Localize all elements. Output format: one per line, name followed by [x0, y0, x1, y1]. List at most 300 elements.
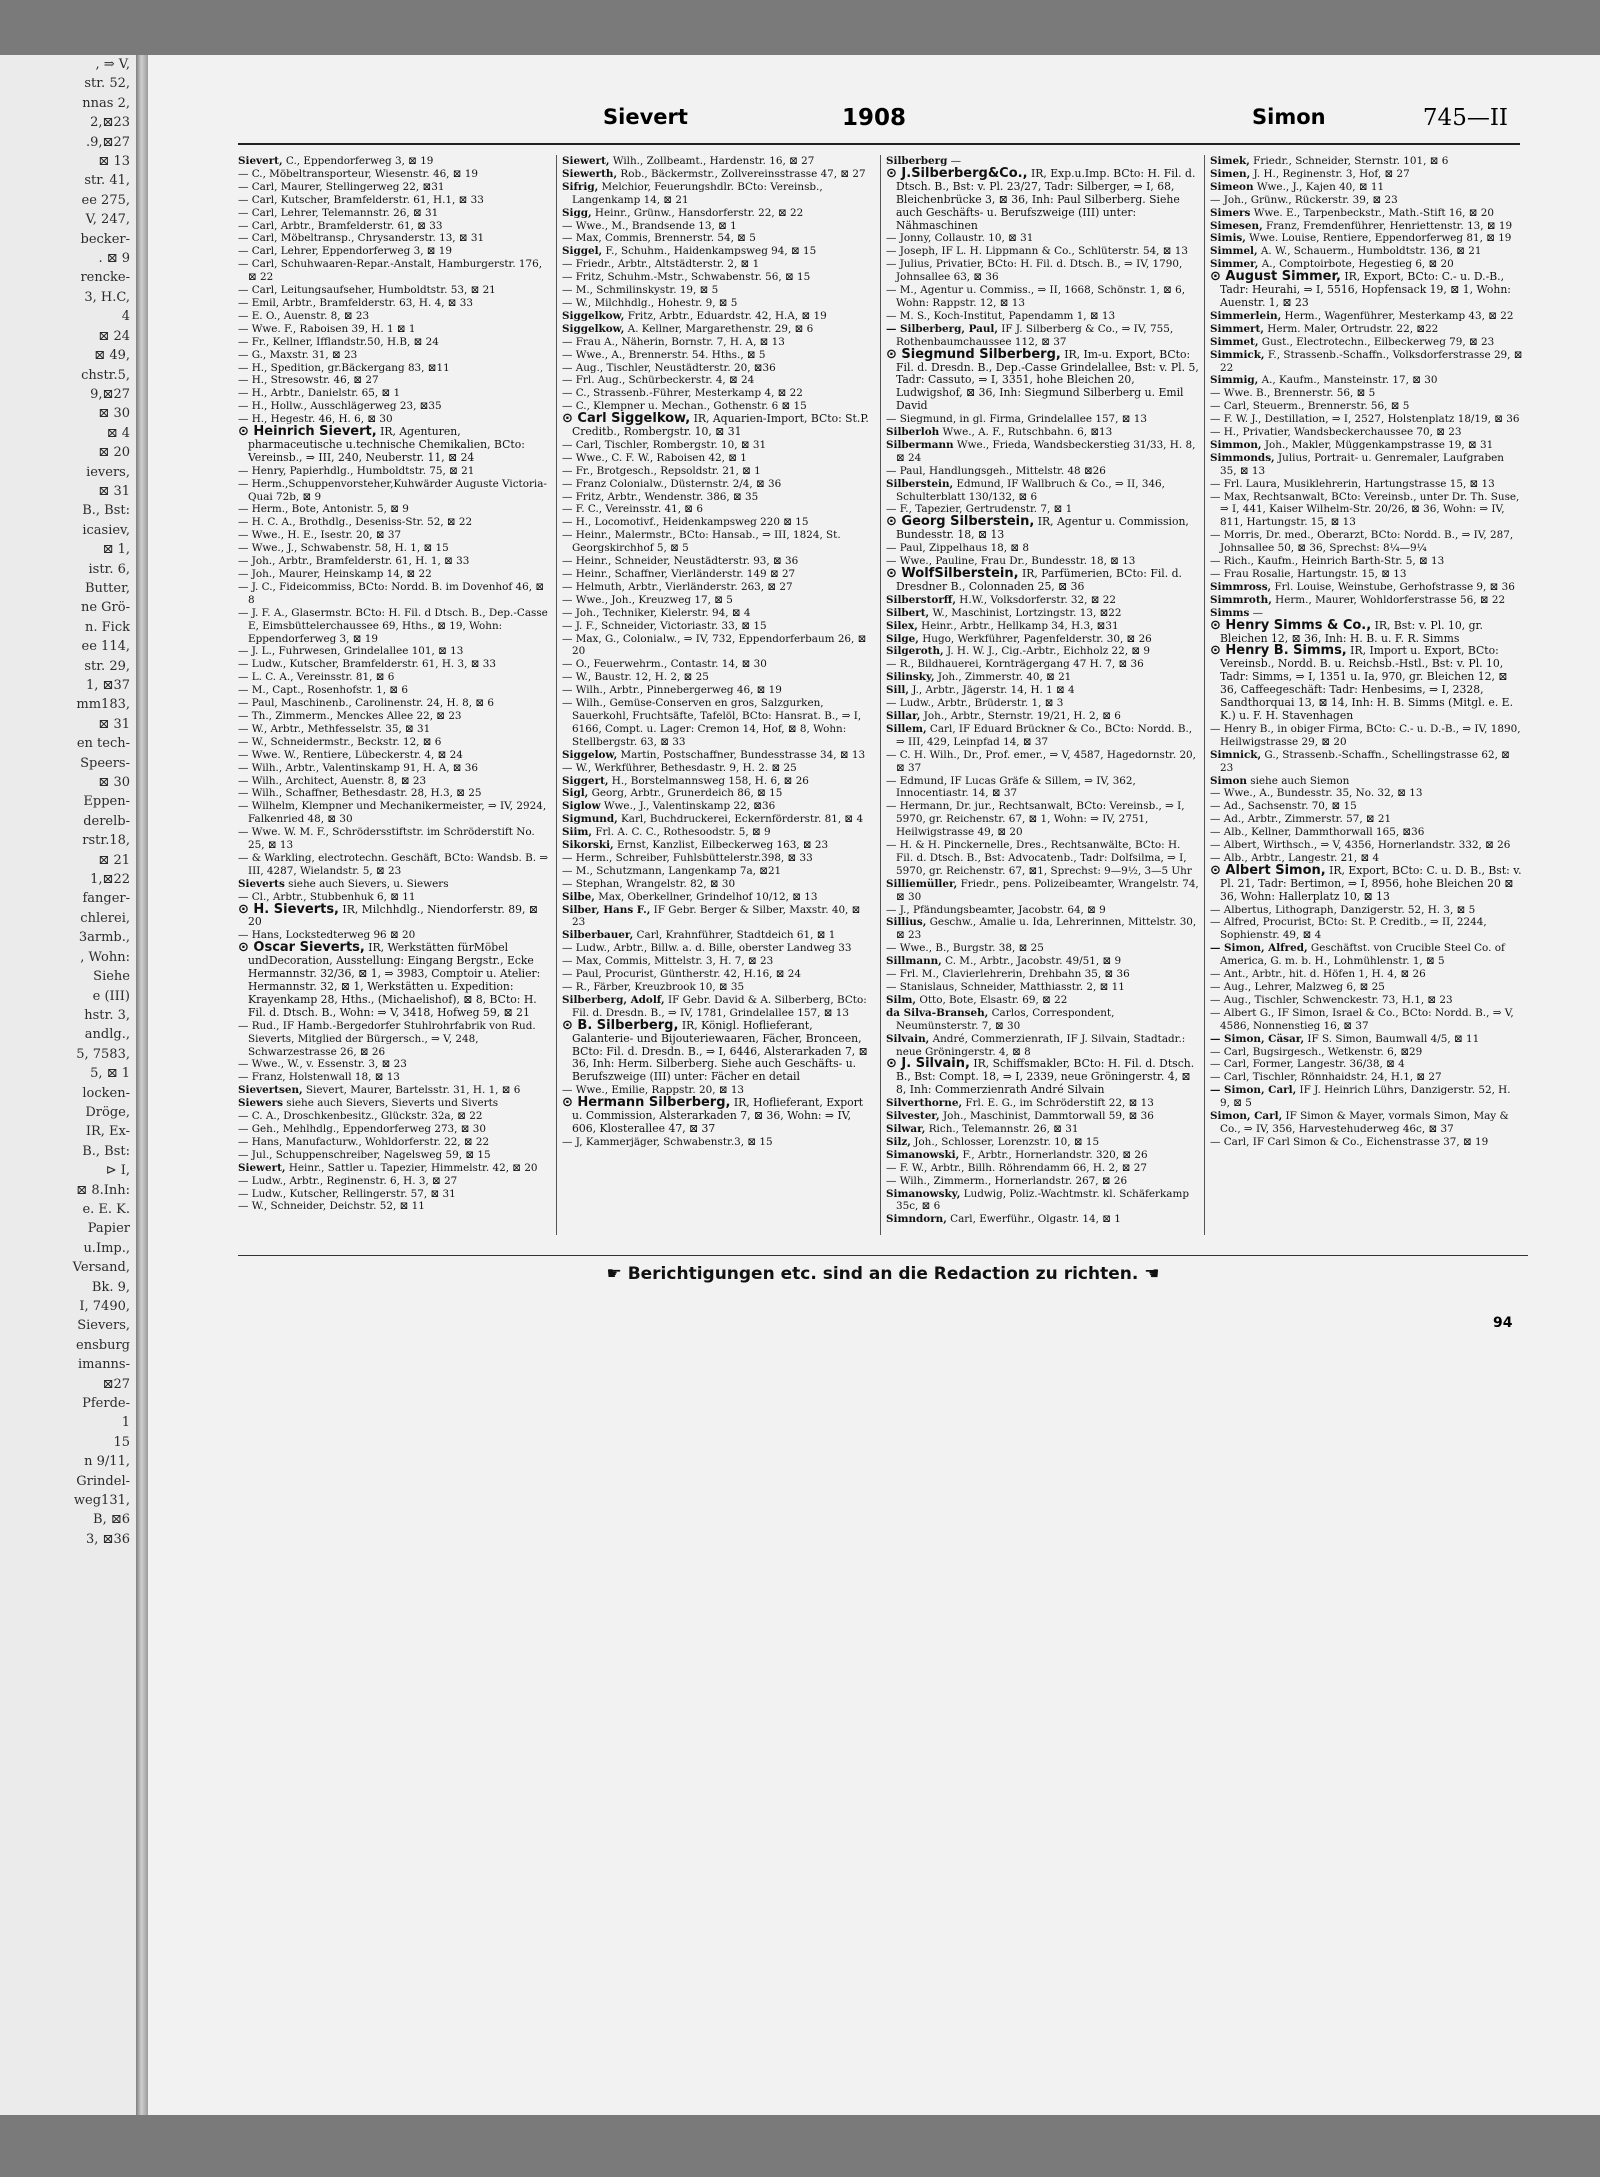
directory-entry	[886, 968, 1199, 981]
facing-page-line: ⊠ 24	[98, 328, 130, 344]
facing-page-line: rencke-	[80, 270, 130, 286]
directory-entry	[1210, 775, 1523, 788]
entry-surname: Siggelow,	[562, 748, 618, 761]
footer-text: Berichtigungen etc. sind an die Redaction zu richten.	[627, 1264, 1139, 1284]
entry-details: A., Comptoirbote, Hegestieg 6, ⊠ 20	[1258, 258, 1454, 271]
directory-entry	[238, 349, 551, 362]
entry-details: — H., Arbtr., Danielstr. 65, ⊠ 1	[238, 387, 401, 400]
entry-surname: Sillmann,	[886, 955, 942, 968]
directory-entry	[562, 594, 875, 607]
entry-surname: Sifrig,	[562, 180, 599, 193]
entry-details: IR, Parfümerien, BCto: Fil. d. Dresdner B., Colonnaden 25, ⊠ 36	[896, 567, 1182, 593]
columns	[238, 155, 1528, 1255]
directory-entry	[562, 374, 875, 387]
entry-details: — R., Färber, Kreuzbrook 10, ⊠ 35	[562, 981, 745, 993]
entry-surname: Silbe,	[562, 890, 595, 903]
entry-details: — M. S., Koch-Institut, Papendamm 1, ⊠ 13	[886, 309, 1116, 322]
entry-details: Melchior, Feuerungshdlr. BCto: Vereinsb., Langenkamp 14, ⊠ 21	[572, 180, 823, 206]
entry-details: IR, Bst: v. Pl. 10, gr. Bleichen 12, ⊠ 36, Inh: H. B. u. F. R. Simms	[1220, 618, 1483, 645]
entry-surname: Silbert,	[886, 606, 930, 619]
entry-surname: — Simon, Carl,	[1210, 1084, 1297, 1097]
entry-details: — J, Kammerjäger, Schwabenstr.3, ⊠ 15	[562, 1135, 773, 1148]
entry-details: F., Arbtr., Hornerlandstr. 320, ⊠ 26	[959, 1148, 1148, 1161]
entry-details: — Ludw., Kutscher, Bramfelderstr. 61, H. 3, ⊠ 33	[238, 658, 496, 671]
pointing-hand-icon: ☛	[606, 1264, 622, 1284]
directory-entry	[1210, 155, 1523, 168]
directory-entry	[238, 684, 551, 697]
entry-details: Herm. Maler, Ortrudstr. 22, ⊠22	[1263, 322, 1439, 335]
directory-entry	[238, 800, 551, 826]
directory-entry	[562, 762, 875, 775]
facing-page-line: Pferde-	[82, 1396, 130, 1412]
directory-entry	[238, 323, 551, 336]
directory-entry	[886, 1175, 1199, 1188]
entry-surname: Simmerlein,	[1210, 309, 1282, 322]
entry-details: Geschw., Amalie u. Ida, Lehrerinnen, Mittelstr. 30, ⊠ 23	[896, 916, 1197, 942]
directory-entry	[238, 284, 551, 297]
directory-entry	[238, 1136, 551, 1149]
directory-entry	[562, 258, 875, 271]
directory-entry	[562, 555, 875, 568]
directory-entry	[1210, 478, 1523, 491]
entry-details: — J. F. A., Glasermstr. BCto: H. Fil. d Dtsch. B., Dep.-Casse E, Eimsbüttelerchaussee 69, Hths., ⊠ 19, Wohn: Eppendorferweg 3, ⊠ 19	[238, 606, 548, 645]
entry-details: — W., Arbtr., Methfesselstr. 35, ⊠ 31	[238, 722, 431, 735]
entry-details: Fritz, Arbtr., Eduardstr. 42, H.A, ⊠ 19	[624, 309, 827, 322]
entry-surname: Simanowski,	[886, 1148, 960, 1161]
directory-entry	[562, 516, 875, 529]
entry-surname: Siim,	[562, 826, 593, 839]
directory-entry	[1210, 413, 1523, 426]
directory-entry	[238, 671, 551, 684]
entry-details: — Edmund, IF Lucas Gräfe & Sillem, ⇒ IV, 362, Innocentiastr. 14, ⊠ 37	[886, 774, 1136, 800]
directory-entry	[562, 362, 875, 375]
column-1	[238, 155, 551, 1235]
entry-details: Hugo, Werkführer, Pagenfelderstr. 30, ⊠ 26	[918, 632, 1152, 645]
entry-details: — Ad., Sachsenstr. 70, ⊠ 15	[1210, 800, 1357, 813]
entry-details: — W., Baustr. 12, H. 2, ⊠ 25	[562, 671, 709, 684]
entry-details: — Carl, Leitungsaufseher, Humboldtstr. 53, ⊠ 21	[238, 284, 496, 297]
entry-details: — L. C. A., Vereinsstr. 81, ⊠ 6	[238, 671, 395, 684]
entry-surname: Sigg,	[562, 206, 592, 219]
directory-page	[148, 55, 1600, 2115]
directory-entry-advert	[238, 426, 551, 465]
directory-entry	[562, 323, 875, 336]
entry-surname: Simmon,	[1210, 438, 1262, 451]
entry-details: — Wwe., Joh., Kreuzweg 17, ⊠ 5	[562, 593, 733, 606]
entry-surname: Simmet,	[1210, 335, 1259, 348]
entry-details: IF J. Silberberg & Co., ⇒ IV, 755, Rothenbaumchaussee 112, ⊠ 37	[896, 322, 1174, 348]
directory-entry	[562, 929, 875, 942]
directory-entry	[562, 865, 875, 878]
facing-page-line: B., Bst:	[82, 503, 130, 519]
entry-details: — Alb., Kellner, Dammthorwall 165, ⊠36	[1210, 826, 1425, 839]
directory-entry	[562, 671, 875, 684]
directory-entry	[238, 516, 551, 529]
facing-page-line: , ⇒ V,	[95, 57, 130, 72]
entry-details: IR, Aquarien-Import, BCto: St.P. Creditb., Rombergstr. 10, ⊠ 31	[572, 412, 869, 439]
directory-entry	[562, 878, 875, 891]
directory-entry	[886, 478, 1199, 504]
column-divider	[880, 155, 881, 1235]
facing-page-line: chlerei,	[80, 910, 130, 926]
entry-details: — G., Maxstr. 31, ⊠ 23	[238, 348, 358, 361]
entry-details: H., Borstelmannsweg 158, H. 6, ⊠ 26	[608, 774, 809, 787]
entry-details: Joh., Zimmerstr. 40, ⊠ 21	[934, 671, 1072, 684]
entry-surname: Siggel,	[562, 245, 603, 258]
entry-details: — Heinr., Schneider, Neustädterstr. 93, ⊠ 36	[562, 555, 799, 568]
facing-page-line: ee 275,	[81, 192, 130, 208]
entry-details: — H., Spedition, gr.Bäckergang 83, ⊠11	[238, 361, 450, 374]
entry-details: — F., Tapezier, Gertrudenstr. 7, ⊠ 1	[886, 503, 1073, 516]
directory-entry	[1210, 323, 1523, 336]
entry-surname: Silex,	[886, 619, 918, 632]
directory-entry	[238, 749, 551, 762]
entry-surname: Silgeroth,	[886, 645, 944, 658]
entry-details: — Hans, Lockstedterweg 96 ⊠ 20	[238, 929, 416, 942]
entry-details: — Henry, Papierhdlg., Humboldtstr. 75, ⊠ 21	[238, 464, 475, 477]
entry-details: — Joh., Techniker, Kielerstr. 94, ⊠ 4	[562, 606, 751, 619]
directory-entry	[562, 439, 875, 452]
directory-entry	[562, 839, 875, 852]
facing-page-fragment	[0, 55, 136, 2115]
directory-entry	[562, 529, 875, 555]
facing-page-line: 9,⊠27	[90, 386, 130, 402]
entry-details: — Friedr., Arbtr., Altstädterstr. 2, ⊠ 1	[562, 258, 760, 271]
directory-entry	[238, 465, 551, 478]
entry-details: IF J. Heinrich Lührs, Danzigerstr. 52, H. 9, ⊠ 5	[1220, 1084, 1511, 1110]
entry-details: — Wilh., Gemüse-Conserven en gros, Salzgurken, Sauerkohl, Fruchtsäfte, Tafelöl, BCto: Hansrat. B., ⇒ I, 6166, Compt. u. Lager: Cremon 14, Hof, ⊠ 8, Wohn: Stellbergstr. 63, ⊠ 33	[562, 697, 862, 748]
entry-details: —	[1249, 606, 1263, 619]
entry-surname: Simmroth,	[1210, 593, 1272, 606]
directory-entry	[562, 981, 875, 994]
entry-details: — F. W., Arbtr., Billh. Röhrendamm 66, H. 2, ⊠ 27	[886, 1161, 1147, 1174]
directory-entry-advert	[1210, 862, 1523, 904]
facing-page-line: Sievers,	[77, 1318, 130, 1334]
directory-entry	[1210, 374, 1523, 387]
facing-page-line: ⊠ 21	[98, 852, 130, 868]
entry-surname: Silberstorff,	[886, 593, 956, 606]
facing-page-line: , Wohn:	[80, 949, 130, 965]
entry-surname: Silliemüller,	[886, 877, 958, 890]
entry-details: Ernst, Kanzlist, Eilbeckerweg 163, ⊠ 23	[613, 839, 829, 852]
directory-entry	[238, 1084, 551, 1097]
entry-details: Carl, Ewerführ., Olgastr. 14, ⊠ 1	[946, 1213, 1121, 1226]
directory-entry	[562, 207, 875, 220]
entry-surname: Silge,	[886, 632, 919, 645]
entry-details: IR, Schiffsmakler, BCto: H. Fil. d. Dtsch. B., Bst: Compt. 18, ⇒ I, 2339, neue Gröningerstr. 4, ⊠ 8, Inh: Commerzienrath André Silvain	[896, 1057, 1195, 1097]
facing-page-line: Butter,	[85, 580, 130, 596]
facing-page-line: B., Bst:	[82, 1143, 130, 1159]
entry-surname: Silvester,	[886, 1110, 940, 1123]
entry-details: Karl, Buchdruckerei, Eckernförderstr. 81, ⊠ 4	[617, 813, 864, 826]
entry-details: Joh., Makler, Müggenkampstrasse 19, ⊠ 31	[1261, 438, 1494, 451]
facing-page-line: istr. 6,	[88, 561, 130, 577]
directory-entry-advert	[886, 346, 1199, 414]
entry-details: — Carl, Lehrer, Eppendorferweg 3, ⊠ 19	[238, 245, 453, 258]
entry-surname: Sigmund,	[562, 813, 618, 826]
entry-details: — Joseph, IF L. H. Lippmann & Co., Schlüterstr. 54, ⊠ 13	[886, 245, 1189, 258]
entry-details: — Julius, Privatier, BCto: H. Fil. d. Dtsch. B., ⇒ IV, 1790, Johnsallee 63, ⊠ 36	[886, 258, 1183, 284]
directory-entry	[886, 232, 1199, 245]
directory-entry	[238, 568, 551, 581]
directory-entry	[886, 658, 1199, 671]
entry-details: Rich., Telemannstr. 26, ⊠ 31	[925, 1122, 1079, 1135]
facing-page-line: ⊠27	[102, 1376, 130, 1392]
directory-entry	[562, 775, 875, 788]
facing-page-line: locken-	[82, 1085, 130, 1101]
entry-details: A., Kaufm., Mansteinstr. 17, ⊠ 30	[1258, 374, 1438, 387]
facing-page-line: . ⊠ 9	[98, 251, 130, 267]
directory-entry	[1210, 749, 1523, 775]
column-2	[562, 155, 875, 1235]
directory-entry	[886, 465, 1199, 478]
entry-details: IR, Agentur u. Commission, Bundesstr. 18, ⊠ 13	[896, 515, 1189, 542]
header-page-number: 745—II	[1422, 105, 1508, 131]
directory-entry	[1210, 310, 1523, 323]
facing-page-line: 3armb.,	[78, 930, 130, 946]
entry-surname: Sievert,	[238, 155, 283, 167]
directory-entry	[562, 568, 875, 581]
directory-entry	[1210, 1110, 1523, 1136]
entry-surname: ⊙ Siegmund Silberberg,	[886, 346, 1061, 362]
entry-details: — H., Hegestr. 46, H. 6, ⊠ 30	[238, 413, 393, 426]
facing-page-line: ensburg	[76, 1337, 130, 1353]
entry-details: — Albertus, Lithograph, Danzigerstr. 52, H. 3, ⊠ 5	[1210, 903, 1476, 916]
entry-details: — Ludw., Arbtr., Reginenstr. 6, H. 3, ⊠ 27	[238, 1174, 458, 1187]
entry-surname: Siewerth,	[562, 167, 618, 180]
directory-entry	[562, 349, 875, 362]
directory-entry	[238, 1110, 551, 1123]
entry-surname: Sievertsen,	[238, 1084, 303, 1097]
directory-entry	[886, 413, 1199, 426]
directory-entry	[1210, 787, 1523, 800]
entry-details: Friedr., Schneider, Sternstr. 101, ⊠ 6	[1249, 155, 1449, 167]
directory-entry	[562, 620, 875, 633]
entry-details: — Carl, Arbtr., Bramfelderstr. 61, ⊠ 33	[238, 219, 443, 232]
entry-details: — Ad., Arbtr., Zimmerstr. 57, ⊠ 21	[1210, 813, 1392, 826]
entry-surname: ⊙ Hermann Silberberg,	[562, 1095, 731, 1111]
directory-entry	[886, 1136, 1199, 1149]
directory-entry	[1210, 1033, 1523, 1046]
facing-page-line: u.Imp.,	[83, 1240, 130, 1256]
entry-details: — Wwe., A., Brennerstr. 54. Hths., ⊠ 5	[562, 348, 766, 361]
entry-details: — C. H. Wilh., Dr., Prof. emer., ⇒ V, 4587, Hagedornstr. 20, ⊠ 37	[886, 748, 1196, 774]
entry-details: IF Gebr. David & A. Silberberg, BCto: Fil. d. Dresdn. B., ⇒ IV, 1781, Grindelallee 157, ⊠ 13	[572, 993, 867, 1019]
entry-details: — M., Schutzmann, Langenkamp 7a, ⊠21	[562, 864, 782, 877]
directory-entry	[238, 1162, 551, 1175]
directory-entry	[562, 452, 875, 465]
directory-entry	[1210, 568, 1523, 581]
facing-page-line: Grindel-	[76, 1473, 130, 1489]
entry-details: — C., Möbeltransporteur, Wiesenstr. 46, ⊠ 19	[238, 167, 479, 180]
directory-entry	[886, 1007, 1199, 1033]
entry-details: Wwe., Frieda, Wandsbeckerstieg 31/33, H. 8, ⊠ 24	[896, 438, 1196, 464]
directory-entry-advert	[1210, 645, 1523, 722]
entry-details: — Wwe., M., Brandsende 13, ⊠ 1	[562, 219, 737, 232]
entry-surname: Simers	[1210, 206, 1251, 219]
directory-entry	[238, 310, 551, 323]
entry-surname: Silberberg	[886, 155, 948, 167]
directory-entry	[562, 491, 875, 504]
entry-details: — Frau A., Näherin, Bornstr. 7, H. A, ⊠ 13	[562, 335, 785, 348]
entry-details: — Max, Rechtsanwalt, BCto: Vereinsb., unter Dr. Th. Suse, ⇒ I, 441, Kaiser Wilhelm-Str. 20/26, ⊠ 36, Wohn: ⇒ IV, 811, Hartungstr. 15, ⊠ 13	[1210, 490, 1520, 529]
entry-surname: Simek,	[1210, 155, 1250, 167]
facing-page-line: ⊠ 31	[98, 483, 130, 499]
entry-details: — Max, Commis, Brennerstr. 54, ⊠ 5	[562, 232, 756, 245]
directory-entry	[1210, 916, 1523, 942]
directory-entry	[562, 658, 875, 671]
entry-details: — Fritz, Arbtr., Wendenstr. 386, ⊠ 35	[562, 490, 759, 503]
entry-details: — Hans, Manufacturw., Wohldorferstr. 22, ⊠ 22	[238, 1135, 490, 1148]
directory-entry	[238, 400, 551, 413]
entry-details: — Ludw., Arbtr., Brüderstr. 1, ⊠ 3	[886, 697, 1064, 710]
entry-details: siehe auch Sievers, u. Siewers	[284, 877, 449, 890]
entry-details: — Wwe. B., Brennerstr. 56, ⊠ 5	[1210, 387, 1376, 400]
entry-details: — Wwe., J., Schwabenstr. 58, H. 1, ⊠ 15	[238, 542, 449, 555]
facing-page-line: imanns-	[77, 1357, 130, 1373]
column-divider	[1204, 155, 1205, 1235]
entry-details: — Rud., IF Hamb.-Bergedorfer Stuhlrohrfabrik von Rud. Sieverts, Mitglied der Bürgersch., ⇒ V, 248, Schwarzestrasse 26, ⊠ 26	[238, 1019, 536, 1058]
entry-details: — Frl. Aug., Schürbeckerstr. 4, ⊠ 24	[562, 374, 755, 387]
entry-surname: ⊙ Albert Simon,	[1210, 862, 1326, 878]
directory-entry	[238, 478, 551, 504]
directory-entry	[238, 1097, 551, 1110]
entry-details: — Stanislaus, Schneider, Matthiasstr. 2, ⊠ 11	[886, 981, 1125, 993]
entry-details: — Heinr., Malermstr., BCto: Hansab., ⇒ III, 1824, St. Georgskirchhof 5, ⊠ 5	[562, 529, 841, 555]
entry-details: — Paul, Procurist, Güntherstr. 42, H.16, ⊠ 24	[562, 968, 802, 981]
entry-surname: Sillius,	[886, 916, 927, 929]
directory-entry	[562, 684, 875, 697]
directory-entry	[562, 581, 875, 594]
entry-surname: Silberstein,	[886, 477, 954, 490]
entry-details: A. Kellner, Margarethenstr. 29, ⊠ 6	[624, 322, 814, 335]
directory-entry	[1210, 1007, 1523, 1033]
entry-details: — H., Stresowstr. 46, ⊠ 27	[238, 374, 379, 387]
facing-page-line: ne Grö-	[80, 600, 130, 616]
facing-page-line: 5, 7583,	[76, 1046, 130, 1062]
entry-details: Wilh., Zollbeamt., Hardenstr. 16, ⊠ 27	[609, 155, 815, 167]
directory-entry	[1210, 904, 1523, 917]
directory-entry	[886, 310, 1199, 323]
entry-details: Ludwig, Poliz.-Wachtmstr. kl. Schäferkamp 35c, ⊠ 6	[896, 1187, 1189, 1213]
facing-page-line: derelb-	[83, 813, 130, 829]
entry-surname: Siggert,	[562, 774, 609, 787]
entry-details: Heinr., Sattler u. Tapezier, Himmelstr. 42, ⊠ 20	[285, 1161, 538, 1174]
directory-entry	[238, 258, 551, 284]
entry-surname: Silz,	[886, 1135, 911, 1148]
directory-entry	[562, 284, 875, 297]
directory-entry	[238, 581, 551, 607]
directory-entry	[886, 671, 1199, 684]
directory-entry	[886, 904, 1199, 917]
entry-surname: Simon, Carl,	[1210, 1110, 1283, 1123]
directory-entry	[1210, 1071, 1523, 1084]
directory-entry	[1210, 452, 1523, 478]
facing-page-line: 3, ⊠36	[86, 1531, 130, 1547]
entry-details: — Herm., Schreiber, Fuhlsbüttelerstr.398, ⊠ 33	[562, 851, 813, 864]
column-4	[1210, 155, 1523, 1235]
entry-details: André, Commerzienrath, IF J. Silvain, Stadtadr.: neue Gröningerstr. 4, ⊠ 8	[896, 1032, 1186, 1058]
facing-page-line: en tech-	[76, 736, 130, 752]
entry-details: J. H. W. J., Cig.-Arbtr., Eichholz 22, ⊠ 9	[943, 645, 1151, 658]
directory-entry	[562, 465, 875, 478]
facing-page-line: andlg.,	[84, 1027, 130, 1043]
entry-surname: Simmer,	[1210, 258, 1259, 271]
directory-entry	[886, 1123, 1199, 1136]
directory-entry	[562, 968, 875, 981]
directory-entry	[238, 220, 551, 233]
directory-entry	[238, 658, 551, 671]
entry-details: A. W., Schauerm., Humboldtstr. 136, ⊠ 21	[1257, 245, 1482, 258]
entry-surname: Siggelkow,	[562, 322, 625, 335]
entry-details: — Paul, Handlungsgeh., Mittelstr. 48 ⊠26	[886, 464, 1106, 477]
entry-details: — Max, G., Colonialw., ⇒ IV, 732, Eppendorferbaum 26, ⊠ 20	[562, 632, 867, 658]
entry-surname: Silberbauer,	[562, 929, 634, 942]
entry-details: — W., Milchhdlg., Hohestr. 9, ⊠ 5	[562, 296, 738, 309]
entry-details: — Albert, Wirthsch., ⇒ V, 4356, Hornerlandstr. 332, ⊠ 26	[1210, 839, 1511, 852]
directory-entry	[886, 1213, 1199, 1226]
entry-surname: Siewert,	[562, 155, 610, 167]
entry-details: — H., Locomotivf., Heidenkampsweg 220 ⊠ 15	[562, 516, 809, 529]
directory-entry	[238, 697, 551, 710]
directory-entry	[886, 620, 1199, 633]
entry-details: Wwe. E., Tarpenbeckstr., Math.-Stift 16, ⊠ 20	[1250, 206, 1494, 219]
entry-surname: Sikorski,	[562, 839, 614, 852]
directory-entry	[886, 697, 1199, 710]
entry-details: — Frl. Laura, Musiklehrerin, Hartungstrasse 15, ⊠ 13	[1210, 477, 1495, 490]
facing-page-line: I, 7490,	[79, 1299, 130, 1314]
entry-surname: Silbermann	[886, 438, 954, 451]
directory-entry	[238, 1020, 551, 1059]
facing-page-line: Speers-	[80, 755, 130, 771]
entry-details: Julius, Portrait- u. Genremaler, Laufgraben 35, ⊠ 13	[1220, 451, 1504, 477]
entry-surname: Siewert,	[238, 1161, 286, 1174]
directory-entry	[1210, 336, 1523, 349]
directory-entry	[886, 775, 1199, 801]
directory-entry	[1210, 491, 1523, 530]
directory-entry	[1210, 723, 1523, 749]
directory-entry	[1210, 1136, 1523, 1149]
entry-details: — & Warkling, electrotechn. Geschäft, BCto: Wandsb. B. ⇒ III, 4287, Wielandstr. 5, ⊠ 23	[238, 851, 549, 877]
directory-entry-advert	[1210, 271, 1523, 310]
facing-page-line: 4	[121, 309, 130, 325]
entry-details: — O., Feuerwehrm., Contastr. 14, ⊠ 30	[562, 658, 767, 671]
directory-entry	[1210, 181, 1523, 194]
entry-surname: Simon	[1210, 774, 1247, 787]
directory-entry	[1210, 968, 1523, 981]
entry-details: C. M., Arbtr., Jacobstr. 49/51, ⊠ 9	[941, 955, 1122, 968]
entry-surname: ⊙ J.Silberberg&Co.,	[886, 165, 1028, 181]
entry-details: — F. W. J., Destillation, ⇒ I, 2527, Holstenplatz 18/19, ⊠ 36	[1210, 413, 1520, 426]
entry-details: — H. & H. Pinckernelle, Dres., Rechtsanwälte, BCto: H. Fil. d. Dtsch. B., Bst: Advocatenb., Tadr: Dolfsilma, ⇒ I, 5970, gr. Reichenstr. 67, ⊠1, Sprechst: 9—9½, 3—5 Uhr	[886, 839, 1192, 877]
facing-page-line: mm183,	[76, 697, 130, 713]
entry-details: — W., Schneidermstr., Beckstr. 12, ⊠ 6	[238, 735, 442, 748]
entry-surname: Simmig,	[1210, 374, 1259, 387]
directory-entry	[238, 232, 551, 245]
entry-details: — Emil, Arbtr., Bramfelderstr. 63, H. 4, ⊠ 33	[238, 296, 474, 309]
facing-page-line: e (III)	[92, 988, 130, 1004]
entry-surname: ⊙ H. Sieverts,	[238, 901, 339, 917]
directory-entry	[886, 1162, 1199, 1175]
header-first-name: Sievert	[603, 105, 688, 129]
facing-page-line: hstr. 3,	[84, 1007, 130, 1023]
entry-details: — J. F., Schneider, Victoriastr. 33, ⊠ 15	[562, 619, 767, 632]
entry-details: — H., Privatier, Wandsbeckerchaussee 70, ⊠ 23	[1210, 426, 1462, 439]
entry-surname: Silber, Hans F.,	[562, 903, 651, 916]
book-spine	[136, 55, 148, 2115]
facing-page-line: nnas 2,	[82, 95, 130, 111]
entry-details: — Carl, Former, Langestr. 36/38, ⊠ 4	[1210, 1058, 1405, 1071]
